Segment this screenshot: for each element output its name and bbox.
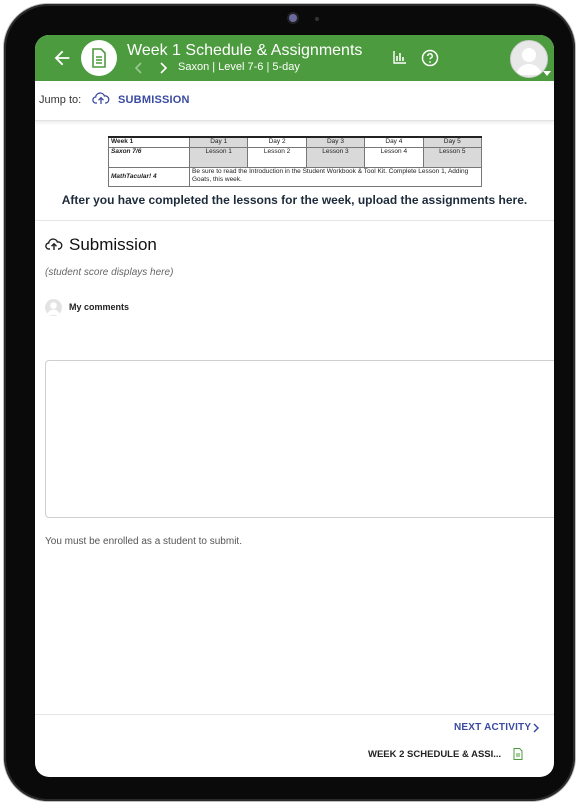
cloud-upload-icon bbox=[92, 91, 110, 105]
table-header-cell: Day 4 bbox=[365, 137, 423, 148]
camera-icon bbox=[289, 14, 297, 22]
back-arrow-icon[interactable] bbox=[51, 47, 73, 69]
table-cell: Saxon 7/6 bbox=[109, 148, 190, 167]
course-breadcrumb: Saxon | Level 7-6 | 5-day bbox=[178, 61, 300, 73]
tablet-frame bbox=[4, 4, 575, 801]
table-cell: Lesson 2 bbox=[248, 148, 306, 167]
table-header-cell: Day 3 bbox=[306, 137, 364, 148]
jump-bar bbox=[35, 81, 554, 121]
app-header bbox=[35, 35, 554, 81]
table-header-cell: Day 2 bbox=[248, 137, 306, 148]
person-icon bbox=[45, 299, 62, 316]
next-activity-title[interactable]: WEEK 2 SCHEDULE & ASSI... bbox=[368, 749, 502, 760]
table-header-cell: Week 1 bbox=[109, 137, 190, 148]
schedule-table bbox=[108, 136, 482, 187]
table-cell: Lesson 3 bbox=[306, 148, 364, 167]
comment-textarea[interactable] bbox=[45, 360, 554, 518]
divider bbox=[35, 220, 554, 221]
table-row bbox=[109, 167, 482, 186]
person-icon bbox=[511, 41, 547, 77]
table-header-row bbox=[109, 137, 482, 148]
divider bbox=[35, 714, 554, 715]
sensor-dot bbox=[315, 17, 319, 21]
table-cell: Lesson 1 bbox=[190, 148, 248, 167]
chevron-left-icon[interactable] bbox=[133, 61, 145, 75]
jump-label: Jump to: bbox=[39, 94, 82, 106]
next-activity-link[interactable]: NEXT ACTIVITY bbox=[454, 722, 532, 733]
instruction-text: After you have completed the lessons for the week, upload the assignments here. bbox=[61, 193, 528, 207]
table-cell: Lesson 5 bbox=[423, 148, 481, 167]
activity-badge bbox=[81, 40, 117, 76]
table-cell: Lesson 4 bbox=[365, 148, 423, 167]
score-note: (student score displays here) bbox=[45, 267, 174, 278]
enroll-note: You must be enrolled as a student to submit. bbox=[45, 536, 242, 547]
table-header-cell: Day 5 bbox=[423, 137, 481, 148]
comment-avatar bbox=[45, 299, 62, 316]
submission-heading: Submission bbox=[69, 235, 157, 254]
table-cell: MathTacular! 4 bbox=[109, 167, 190, 186]
jump-submission-link[interactable]: SUBMISSION bbox=[118, 94, 190, 106]
chevron-right-icon[interactable] bbox=[157, 61, 169, 75]
table-header-cell: Day 1 bbox=[190, 137, 248, 148]
chevron-right-icon[interactable] bbox=[532, 723, 540, 733]
caret-down-icon[interactable] bbox=[543, 71, 551, 77]
cloud-upload-icon bbox=[45, 237, 63, 251]
page-title: Week 1 Schedule & Assignments bbox=[127, 42, 363, 59]
help-icon[interactable] bbox=[421, 49, 439, 67]
document-icon bbox=[90, 48, 108, 68]
screen bbox=[35, 35, 554, 777]
table-cell: Be sure to read the Introduction in the Student Workbook & Tool Kit. Complete Lesson 1, Adding Goats, this week. bbox=[190, 167, 482, 186]
comments-label: My comments bbox=[69, 302, 130, 312]
table-row bbox=[109, 148, 482, 167]
bar-chart-icon[interactable] bbox=[392, 49, 408, 65]
document-icon bbox=[513, 748, 523, 760]
